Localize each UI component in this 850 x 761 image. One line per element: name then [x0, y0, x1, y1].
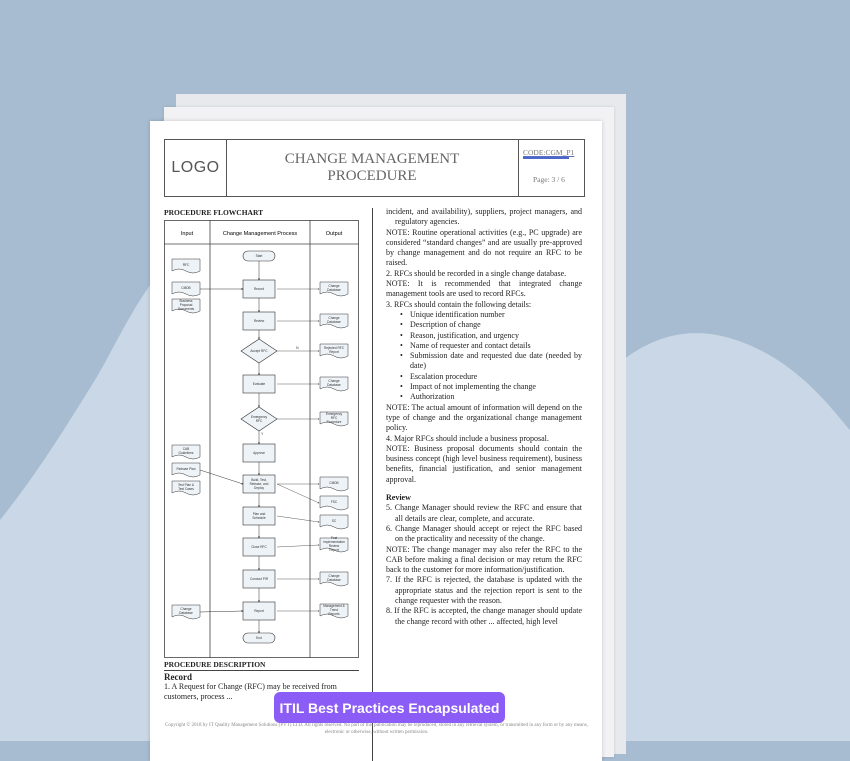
- document-page: [150, 121, 602, 761]
- procedure-paragraph: NOTE: Business proposal documents should contain the business concept (high level business requirement), business benefits, financial justification, and senior management approval.: [386, 443, 582, 484]
- input-document-label: Change Database: [179, 607, 193, 616]
- procedure-paragraph: NOTE: It is recommended that integrated change management tools are used to record RFCs.: [386, 279, 582, 299]
- flow-step-conduct-pir-label: Conduct PIR: [249, 577, 269, 582]
- itil-badge[interactable]: ITIL Best Practices Encapsulated: [274, 692, 505, 723]
- detail-bullet: • Authorization: [386, 392, 582, 402]
- branch-label-y: Y: [261, 432, 264, 436]
- flow-step-report-label: Report: [254, 609, 264, 614]
- flow-step-build-test-release-and-deploy-label: Build, Test, Release, and Deploy: [249, 478, 269, 491]
- title-line-1: CHANGE MANAGEMENT: [284, 151, 460, 167]
- flow-step-emergency-rfc-label: Emergency RFC: [250, 415, 268, 424]
- input-document-label: RFC: [182, 263, 190, 268]
- output-arrow: [277, 484, 319, 503]
- detail-bullet: • Reason, justification, and urgency: [386, 331, 582, 341]
- output-document-label: SC: [331, 519, 337, 524]
- flow-step-review-label: Review: [253, 319, 265, 324]
- procedure-paragraph: 5. Change Manager should review the RFC and ensure that all details are clear, complete, and accurate.: [386, 503, 582, 523]
- flow-step-end-label: End: [256, 636, 262, 641]
- output-document-label: Change Database: [327, 574, 341, 583]
- output-arrow: [277, 516, 319, 522]
- output-document-label: Emergency RFC Procedure: [325, 412, 343, 425]
- detail-bullet: • Impact of not implementing the change: [386, 382, 582, 392]
- input-document-label: CAB Guidelines: [178, 447, 194, 456]
- procedure-flowchart: [164, 220, 359, 658]
- output-document-label: Change Database: [327, 284, 341, 293]
- document-code: CODE:CGM_P1: [523, 148, 575, 157]
- column-divider: [372, 208, 373, 761]
- document-code-box: [518, 140, 585, 196]
- flow-step-record-label: Record: [253, 287, 265, 292]
- input-arrow: [200, 470, 243, 484]
- description-heading: PROCEDURE DESCRIPTION: [164, 660, 266, 669]
- detail-bullet: • Submission date and requested due date (needed by date): [386, 351, 582, 372]
- branch-label-n: N: [296, 346, 299, 350]
- procedure-paragraph: NOTE: Routine operational activities (e.g., PC upgrade) are considered “standard changes” and are usually pre-approved by change management and do not require an RFC to be raised.: [386, 227, 582, 268]
- column-input-label: Input: [180, 231, 194, 237]
- output-document-label: CMDB: [329, 481, 339, 486]
- title-line-2: PROCEDURE: [327, 168, 417, 184]
- procedure-paragraph: 3. RFCs should contain the following details:: [386, 299, 532, 309]
- output-document-label: Management & Trend Reports: [323, 604, 345, 617]
- code-underline: [523, 157, 569, 159]
- procedure-paragraph: 7. If the RFC is rejected, the database is updated with the appropriate status and the rejection report is sent to the change requester with the reason.: [386, 575, 582, 605]
- flow-step-plan-and-schedule-label: Plan and Schedule: [252, 512, 266, 521]
- logo-placeholder: LOGO: [165, 140, 227, 196]
- output-document-label: Change Database: [327, 316, 341, 325]
- input-document-label: CMDB: [181, 286, 191, 291]
- detail-bullet: • Unique identification number: [386, 310, 582, 320]
- section-heading: Review: [386, 493, 411, 503]
- copyright-notice: Copyright © 2018 by IT Quality Management Solutions (PVT) LTD. All rights reserved. No part of this publication may be reproduced, stored in any retrieval system, or transmitted in any form or by any means, electronic or otherwise, without written permission.: [164, 723, 589, 735]
- flow-step-approve-label: Approve: [253, 451, 265, 456]
- input-document-label: Test Plan & Test Cases: [177, 483, 195, 492]
- document-title: [227, 140, 517, 196]
- flow-step-close-rfc-label: Close RFC: [251, 545, 267, 550]
- output-document-label: Change Database: [327, 379, 341, 388]
- procedure-paragraph: NOTE: The actual amount of information will depend on the type of change and the organizational change management policy.: [386, 402, 582, 433]
- procedure-paragraph: 4. Major RFCs should include a business proposal.: [386, 433, 549, 443]
- procedure-text-column: [386, 207, 582, 627]
- output-document-label: Rejected RFC Report: [323, 346, 345, 355]
- procedure-paragraph: 6. Change Manager should accept or reject the RFC based on the practicality and necessity of the change.: [386, 523, 582, 544]
- flow-step-accept-rfc-label: Accept RFC: [250, 349, 268, 354]
- procedure-paragraph: NOTE: The change manager may also refer the RFC to the CAB before making a final decision or may return the RFC back to the customer for more information/justification.: [386, 544, 582, 575]
- column-output-label: Output: [325, 231, 343, 237]
- document-header: [164, 139, 585, 197]
- output-document-label: Post Implementation Review Report: [323, 536, 345, 553]
- flow-step-evaluate-label: Evaluate: [252, 382, 266, 387]
- detail-bullet: • Escalation procedure: [386, 372, 582, 382]
- column-process-label: Change Management Process: [222, 231, 298, 237]
- flow-step-start-label: Start: [255, 254, 263, 259]
- record-subheading: Record: [164, 672, 192, 682]
- input-document-label: Release Plan: [176, 467, 196, 472]
- description-rule: [164, 670, 359, 671]
- detail-bullet: • Name of requester and contact details: [386, 341, 582, 351]
- output-document-label: FSC: [330, 500, 338, 505]
- procedure-paragraph: incident, and availability), suppliers, project managers, and regulatory agencies.: [386, 207, 582, 227]
- input-document-label: Business Proposal Documents: [177, 299, 195, 312]
- procedure-paragraph: 2. RFCs should be recorded in a single change database.: [386, 268, 567, 278]
- detail-bullet: • Description of change: [386, 320, 582, 330]
- output-arrow: [277, 545, 319, 547]
- page-number: Page: 3 / 6: [533, 175, 565, 184]
- flowchart-heading: PROCEDURE FLOWCHART: [164, 208, 264, 217]
- input-arrow: [200, 611, 243, 612]
- procedure-paragraph: 8. If the RFC is accepted, the change manager should update the change record with other ... affected, high level: [386, 606, 582, 626]
- record-item-1: 1. A Request for Change (RFC) may be received from customers, process ...: [164, 682, 337, 701]
